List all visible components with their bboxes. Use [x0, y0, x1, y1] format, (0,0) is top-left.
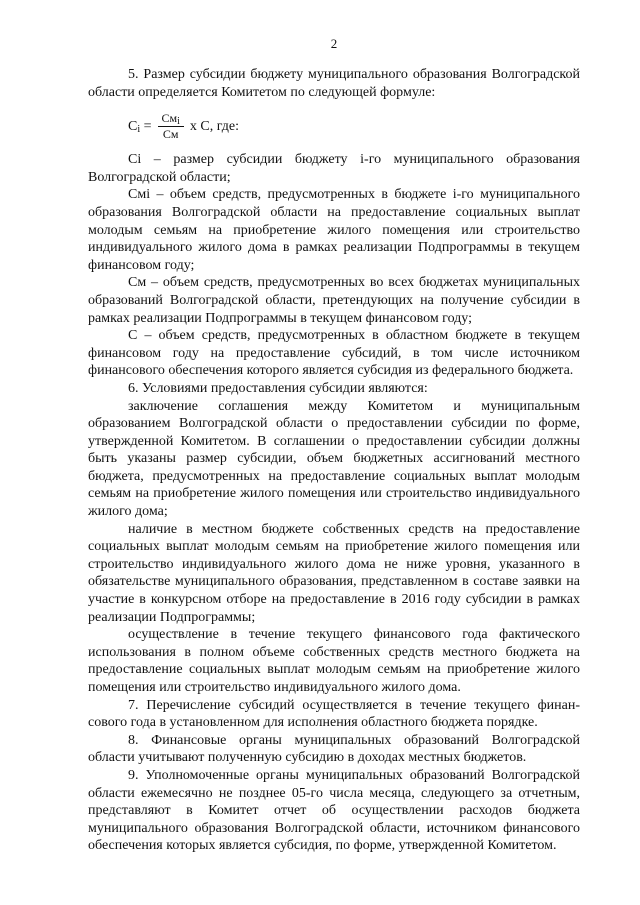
formula-fraction	[158, 112, 184, 141]
paragraph-8: 8. Финансовые органы муниципальных образований Волгоградской области учитывают полученную субсидию в доходах местных бюджетов.	[88, 732, 580, 766]
condition-own-funds: наличие в местном бюджете собственных средств на предоставление социальных выплат молодым семьям на приобретение жилого помещения или строительство индивидуального жилого дома не ниже уровня, указанного в обязательстве муниципального образования, представленном в составе заявки на участие в конкурсном отборе на предоставление в 2016 году субсидии в рамках реализации Подпрограммы;	[88, 521, 580, 625]
paragraph-5: 5. Размер субсидии бюджету муниципального образования Волгоградской области определяется Комитетом по следующей формуле:	[88, 67, 580, 100]
condition-agreement: заключение соглашения между Комитетом и муниципальным образованием Волгоградской области о предоставлении субсидии по форме, утвержденной Комитетом. В соглашении о предоставлении субсидии должны быть указаны размер субсидии, объем бюджетных ассигнований местного бюджета, предусмотренных на предоставление социальных выплат молодым семьям на приобретение жилого помещения или строительство индивидуального жилого дома;	[88, 398, 580, 520]
definition-cmi: Смi – объем средств, предусмотренных в бюджете i-го муниципального образования Волгоградской области на предоставление социальных выплат молодым семьям на приобретение жилого помещения или строительство индивидуального жилого дома в рамках реализации Подпрограммы в текущем финансовом году;	[88, 187, 580, 273]
condition-full-use: осуществление в течение текущего финансового года фактического использования в полном объеме собственных средств местного бюджета на предоставление социальных выплат молодым семьям на приобретение жилого помещения или строительство индивидуального жилого дома.	[88, 627, 580, 695]
definition-ci: Ci – размер субсидии бюджету i-го муниципального образования Волгоградской области;	[88, 152, 580, 185]
page-number: 2	[330, 36, 338, 51]
definition-cm: См – объем средств, предусмотренных во всех бюджетах муниципальных образований Волгоградской области, претендующих на получение субсидии в рамках реализации Подпрограммы в текущем финансовом году;	[88, 275, 580, 326]
paragraph-6: 6. Условиями предоставления субсидии являются:	[128, 380, 428, 396]
formula-tail: х С, где:	[189, 118, 240, 134]
paragraph-7: 7. Перечисление субсидий осуществляется в течение текущего финансового года в установленном для исполнения областного бюджета порядке.	[88, 697, 580, 731]
formula-equals: =	[143, 118, 152, 134]
subsidy-formula	[128, 109, 580, 143]
formula-denominator: См	[162, 126, 179, 141]
paragraph-9: 9. Уполномоченные органы муниципальных образований Волгоградской области ежемесячно не позднее 05-го числа месяца, следующего за отчетным, представляют в Комитет отчет об осуществлении расходов бюджета муниципального образования Волгоградской области, источником финансового обеспечения которых является субсидия, по форме, утвержденной Комитетом.	[88, 767, 580, 854]
formula-lhs: $C_i$	[128, 118, 141, 135]
formula-numerator: $См_i$	[161, 110, 180, 127]
definition-c: С – объем средств, предусмотренных в областном бюджете в текущем финансовом году на предоставление субсидий, в том числе источником финансового обеспечения которого является субсидия из федерального бюджета.	[88, 328, 580, 379]
